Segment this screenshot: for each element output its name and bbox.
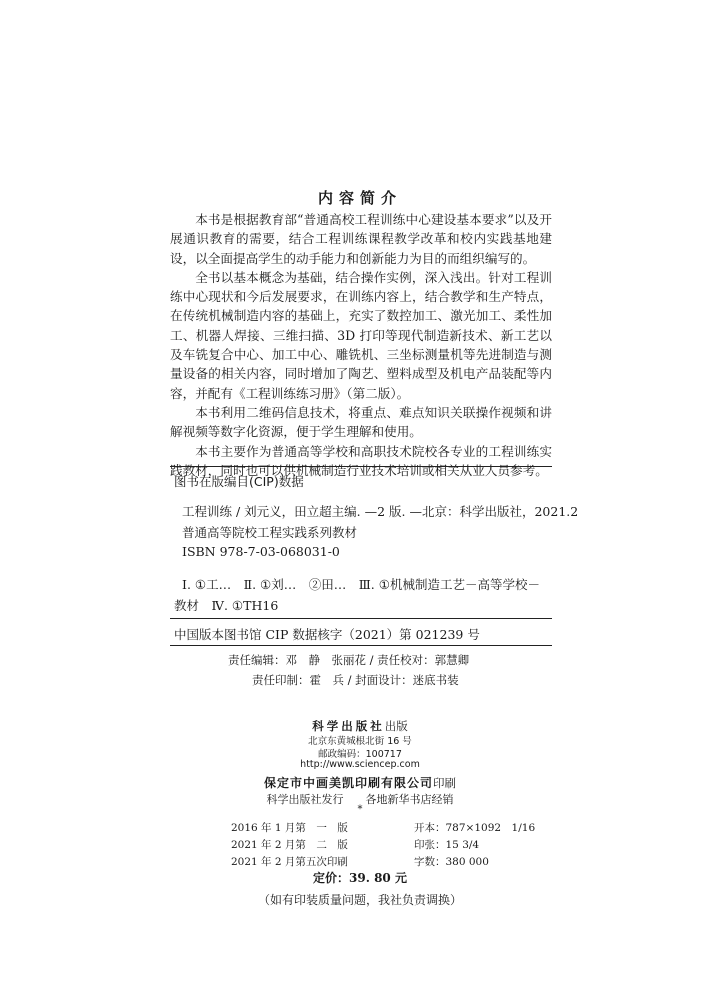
edition-row-2-right: 印张：15 3/4 <box>414 839 480 851</box>
cip-isbn-line: ISBN 978-7-03-068031-0 <box>182 544 340 559</box>
publisher-suffix: 出版 <box>384 719 408 733</box>
cip-mid-rule <box>170 618 552 619</box>
cip-core-number: 中国版本图书馆 CIP 数据核字（2021）第 021239 号 <box>174 627 480 642</box>
summary-paragraph: 本书是根据教育部“普通高校工程训练中心建设基本要求”以及开展通识教育的需要，结合工程训练课程教学改革和校内实践基地建设，以全面提高学生的动手能力和创新能力为目的而组织编写的。 <box>170 212 552 266</box>
summary-block <box>170 210 552 480</box>
summary-paragraph: 全书以基本概念为基础，结合操作实例，深入浅出。针对工程训练中心现状和今后发展要求，在训练内容上，结合教学和生产特点，在传统机械制造内容的基础上，充实了数控加工、激光加工、柔性加工、机器人焊接、三维扫描、3D 打印等现代制造新技术、新工艺以及车铣复合中心、加工中心、雕铣机、三坐标测量机等先进制造与测量设备的相关内容，同时增加了陶艺、塑料成型及机电产品装配等内容，并配有《工程训练练习册》（第二版）。 <box>170 269 552 401</box>
cip-entry-line: 工程训练 / 刘元义，田立超主编. —2 版. —北京：科学出版社，2021.2 <box>182 504 579 519</box>
summary-paragraph: 本书利用二维码信息技术，将重点、难点知识关联操作视频和讲解视频等数字化资源，便于学生理解和使用。 <box>170 404 552 440</box>
publisher-name: 科学出版社 <box>312 719 385 733</box>
publisher-url: http://www.sciencep.com <box>300 759 420 770</box>
cip-bottom-rule <box>170 645 552 646</box>
editor-credit: 责任编辑：邓 静 张丽花 / 责任校对：郭慧卿 <box>228 653 470 667</box>
edition-row-1-right: 开本：787×1092 1/16 <box>414 822 536 834</box>
page-title: 内容简介 <box>317 189 402 207</box>
cip-top-rule <box>170 466 552 467</box>
printer-name: 保定市中画美凯印刷有限公司 <box>263 776 433 790</box>
price-line: 定价：39. 80 元 <box>313 871 407 885</box>
printing-credit: 责任印制：霍 兵 / 封面设计：迷底书装 <box>252 673 459 687</box>
cip-subject-line: Ⅰ. ①工… Ⅱ. ①刘… ②田… Ⅲ. ①机械制造工艺－高等学校－ <box>182 577 540 592</box>
distribution-line: 科学出版社发行 各地新华书店经销 <box>266 793 454 806</box>
quality-notice: （如有印装质量问题，我社负责调换） <box>257 893 462 907</box>
cip-series-line: 普通高等院校工程实践系列教材 <box>182 525 358 540</box>
edition-row-3-left: 2021 年 2 月第五次印刷 <box>231 856 348 868</box>
publisher-postcode: 邮政编码：100717 <box>318 749 402 760</box>
cip-subject-line-cont: 教材 Ⅳ. ①TH16 <box>174 598 279 613</box>
summary-paragraph: 本书主要作为普通高等学校和高职技术院校各专业的工程训练实践教材，同时也可以供机械制造行业技术培训或相关从业人员参考。 <box>170 443 552 478</box>
cip-heading: 图书在版编目(CIP)数据 <box>174 474 304 489</box>
edition-row-1-left: 2016 年 1 月第 一 版 <box>231 822 348 834</box>
printer-line <box>0 772 720 791</box>
star-separator: * <box>357 804 363 815</box>
printer-suffix: 印刷 <box>433 776 456 790</box>
edition-row-2-left: 2021 年 2 月第 二 版 <box>231 839 348 851</box>
publisher-address: 北京东黄城根北街 16 号 <box>308 736 412 747</box>
publisher-line <box>0 715 720 734</box>
edition-row-3-right: 字数：380 000 <box>414 856 489 868</box>
